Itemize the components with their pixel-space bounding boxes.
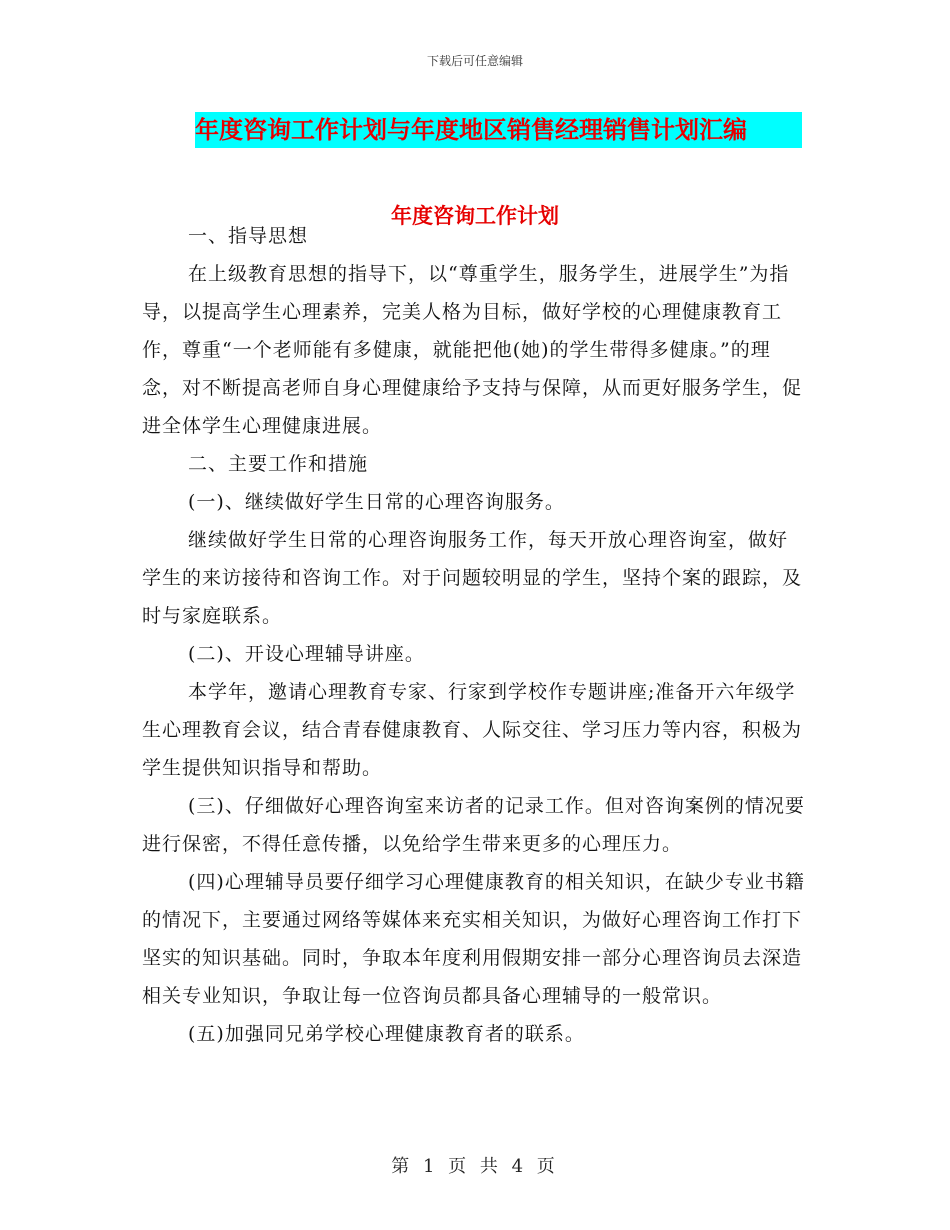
heading-main-work: 二、主要工作和措施	[188, 453, 369, 475]
heading-guiding-thought: 一、指导思想	[188, 225, 309, 247]
item-1-paragraph: 继续做好学生日常的心理咨询服务工作，每天开放心理咨询室，做好学生的来访接待和咨询工作。对于问题较明显的学生，坚持个案的跟踪，及时与家庭联系。	[142, 529, 803, 627]
paragraph-guiding-thought: 在上级教育思想的指导下，以“尊重学生，服务学生，进展学生”为指导，以提高学生心理素养，完美人格为目标，做好学校的心理健康教育工作，尊重“一个老师能有多健康，就能把他(她)的学生带得多健康。”的理念，对不断提高老师自身心理健康给予支持与保障，从而更好服务学生，促进全体学生心理健康进展。	[142, 263, 803, 437]
page-header-note: 下载后可任意编辑	[426, 54, 523, 68]
item-2-paragraph: 本学年，邀请心理教育专家、行家到学校作专题讲座;准备开六年级学生心理教育会议，结合青春健康教育、人际交往、学习压力等内容，积极为学生提供知识指导和帮助。	[142, 681, 803, 779]
item-5-heading: (五)加强同兄弟学校心理健康教育者的联系。	[188, 1023, 585, 1045]
item-3-paragraph: (三)、仔细做好心理咨询室来访者的记录工作。但对咨询案例的情况要进行保密，不得任意传播，以免给学生带来更多的心理压力。	[142, 795, 805, 855]
item-2-heading: (二)、开设心理辅导讲座。	[188, 643, 425, 665]
item-1-heading: (一)、继续做好学生日常的心理咨询服务。	[188, 491, 565, 513]
section-subtitle: 年度咨询工作计划	[391, 204, 559, 228]
document-title: 年度咨询工作计划与年度地区销售经理销售计划汇编	[195, 112, 802, 148]
page-number: 第 1 页 共 4 页	[391, 1156, 559, 1177]
document-body	[142, 217, 806, 1053]
item-4-paragraph: (四)心理辅导员要仔细学习心理健康教育的相关知识，在缺少专业书籍的情况下，主要通过网络等媒体来充实相关知识，为做好心理咨询工作打下坚实的知识基础。同时，争取本年度利用假期安排一部分心理咨询员去深造相关专业知识，争取让每一位咨询员都具备心理辅导的一般常识。	[142, 871, 805, 1007]
